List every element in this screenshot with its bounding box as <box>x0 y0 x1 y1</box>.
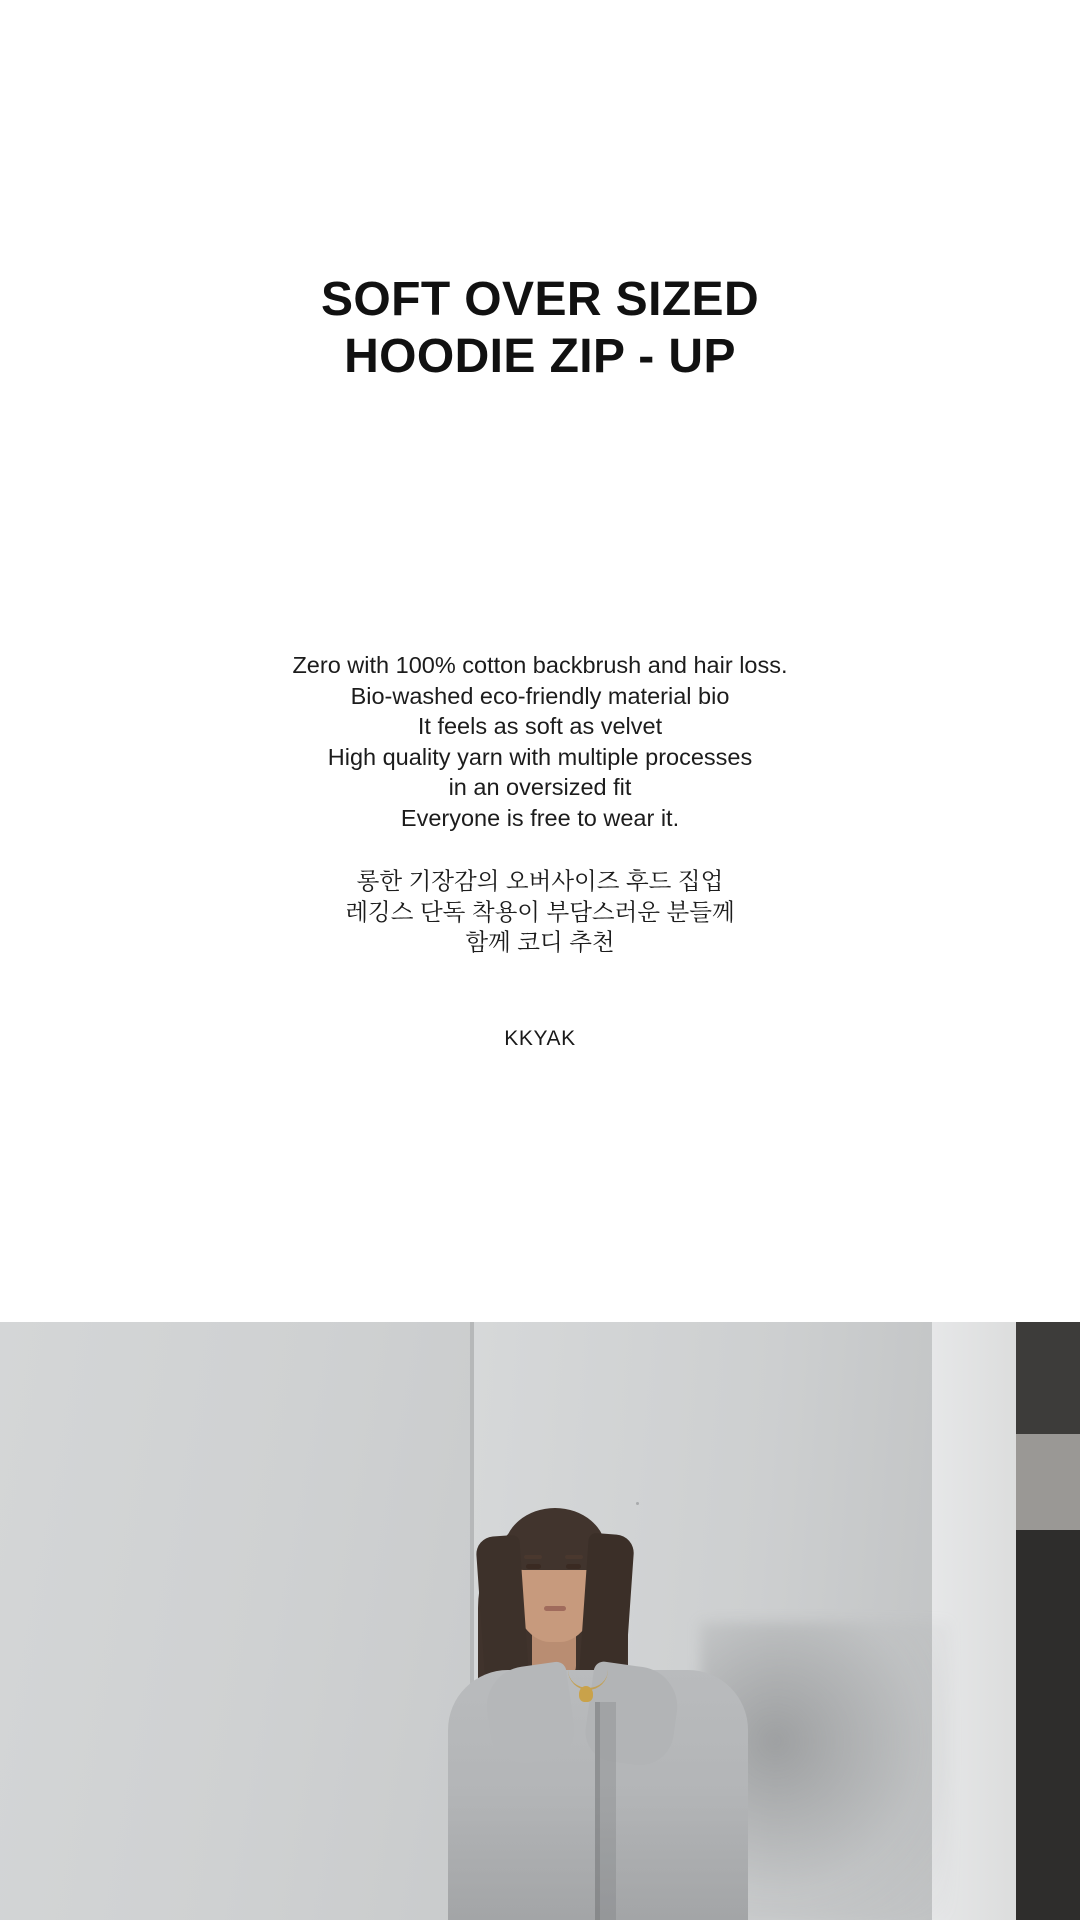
dark-panel-lower <box>1016 1530 1080 1920</box>
eye-left <box>526 1564 541 1569</box>
description-line: High quality yarn with multiple processes <box>327 743 753 770</box>
dark-panel-highlight <box>1016 1434 1080 1530</box>
headline-line-1: SOFT OVER SIZED <box>320 273 760 326</box>
description-line-kr: 함께 코디 추천 <box>465 929 615 955</box>
description-line: Everyone is free to wear it. <box>400 804 680 831</box>
description-english <box>0 650 1080 833</box>
wall-panel-left <box>0 1322 473 1920</box>
description-line: Zero with 100% cotton backbrush and hair loss. <box>292 652 788 678</box>
description-line-kr: 레깅스 단독 착용이 부담스러운 분들께 <box>345 898 735 925</box>
garment-shading <box>448 1790 748 1920</box>
headline-line-2: HOODIE ZIP - UP <box>344 329 736 383</box>
description-line: Bio-washed eco-friendly material bio <box>350 682 730 709</box>
description-line-kr: 롱한 기장감의 오버사이즈 후드 집업 <box>356 868 724 894</box>
necklace-pendant <box>579 1686 593 1702</box>
description-korean <box>0 866 1080 958</box>
description-line: in an oversized fit <box>448 774 632 800</box>
eyebrow-left <box>524 1555 542 1559</box>
mouth <box>544 1606 566 1611</box>
model-figure <box>448 1490 748 1920</box>
description-line: It feels as soft as velvet <box>417 713 663 739</box>
page-title <box>0 272 1080 385</box>
brand-name: KKYAK <box>504 1027 576 1050</box>
eyebrow-right <box>565 1555 583 1559</box>
product-photo <box>0 1322 1080 1920</box>
eye-right <box>566 1564 581 1569</box>
